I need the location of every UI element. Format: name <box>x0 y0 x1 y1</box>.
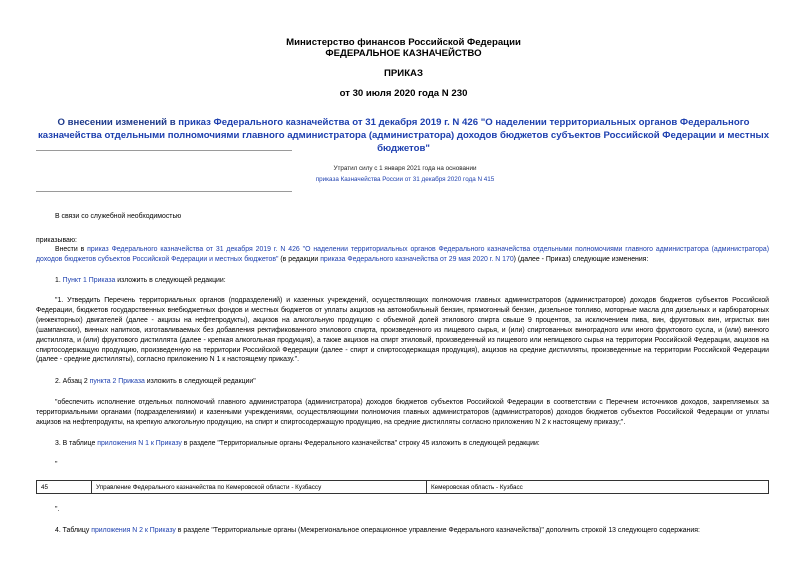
cell-number: 45 <box>37 481 92 494</box>
document-type: ПРИКАЗ <box>384 68 423 79</box>
item3-num: 3. В таблице <box>55 440 98 447</box>
item1-text: изложить в следующей редакции: <box>115 277 226 284</box>
item-1-quote: "1. Утвердить Перечень территориальных органов (подразделений) и казенных учреждений, осуществляющих полномочия главных администраторов (администраторов) доходов бюджетов субъектов Российской Федерации, бюджетов государственных внебюджетных фондов и местных бюджетов от уплаты акцизов на автомобильный бензин, прямогонный бензин, дизельное топливо, моторные масла для дизельных и карбюраторных (инжекторных) двигателей (далее - акцизы на нефтепродукты), акцизов на алкогольную продукцию с объемной долей этилового спирта свыше 9 процентов, за исключением пива, вин, фруктовых вин, игристых вин (шампанских), винных напитков, изготавливаемых без добавления ректификованного этилового спирта, произведенного из пищевого сырья, и (или) спиртованных виноградного или иного фруктового сусла, и (или) винного дистиллята, и (или) фруктового дистиллята (далее - крепкая алкогольная продукция), а также акцизов на спирт этиловый, произведенный из пищевого или непищевого сырья на территории Российской Федерации, акцизов на спиртосодержащую продукцию, произведенную на территории Российской Федерации (далее - спирт и спиртосодержащая продукция), акцизов на средние дистилляты, произведенные на территории Российской Федерации (далее - средние дистилляты), согласно приложению N 1 к настоящему приказу.". <box>36 297 769 364</box>
document-date-number: от 30 июля 2020 года N 230 <box>339 88 468 99</box>
item2-text: изложить в следующей редакции" <box>144 378 256 385</box>
open-quote: " <box>55 461 58 468</box>
order-word: приказываю: <box>36 237 77 244</box>
p1-order-link[interactable]: приказ Федерального казначейства от 31 декабря 2019 г. N 426 "О наделении территориальных органов Федерального казначейства отдельными полномочиями главного администратора (администратора) доходов бюджетов субъектов Российской Федерации и местных бюджетов" <box>36 246 769 263</box>
item-2-heading <box>55 377 256 387</box>
p1-text-b: (в редакции <box>278 255 321 263</box>
close-quote: ". <box>55 506 60 513</box>
subject-prefix: О внесении изменений в <box>57 117 179 128</box>
divider-top <box>36 150 292 151</box>
table-row <box>37 481 769 494</box>
agency-name: ФЕДЕРАЛЬНОЕ КАЗНАЧЕЙСТВО <box>325 48 482 59</box>
item2-link[interactable]: пункта 2 Приказа <box>89 378 145 385</box>
intro-text: В связи со служебной необходимостью <box>55 213 182 220</box>
cell-agency: Управление Федерального казначейства по Кемеровской области - Кузбассу <box>92 481 427 494</box>
paragraph-amend <box>36 245 769 265</box>
item-3-heading <box>55 439 540 449</box>
item4-num: 4. Таблицу <box>55 527 92 534</box>
table-row-45 <box>36 480 769 494</box>
item-1-heading <box>55 276 226 286</box>
subject-order-link[interactable]: приказ Федерального казначейства от 31 декабря 2019 г. N 426 "О наделении территориальных органов Федерального казначейства отдельными полномочиями главного администратора (администратора) доходов бюджетов субъектов Российской Федерации и местных бюджетов" <box>37 117 770 154</box>
item1-num: 1. <box>55 277 63 284</box>
status-note-line1: Утратил силу с 1 января 2021 года на основании <box>333 165 477 172</box>
cell-region: Кемеровская область - Кузбасс <box>427 481 769 494</box>
item3-text: в разделе "Территориальные органы Федерального казначейства" строку 45 изложить в следующей редакции: <box>181 440 540 447</box>
item3-link[interactable]: приложения N 1 к Приказу <box>97 440 182 447</box>
item4-link[interactable]: приложения N 2 к Приказу <box>91 527 176 534</box>
item1-link[interactable]: Пункт 1 Приказа <box>62 277 116 284</box>
item-4-heading <box>55 526 700 536</box>
p1-edition-link[interactable]: приказа Федерального казначейства от 29 мая 2020 г. N 170 <box>320 255 514 263</box>
status-note-link[interactable]: приказа Казначейства России от 31 декабря 2020 года N 415 <box>315 176 495 183</box>
item-2-quote: "обеспечить исполнение отдельных полномочий главного администратора (администратора) доходов бюджетов субъектов Российской Федерации в соответствии с Перечнем источников доходов, закрепляемых за территориальными органами (подразделениями) и казенными учреждениями, осуществляющими полномочия главных администраторов (администраторов) доходов бюджетов субъектов Российской Федерации от уплаты акцизов на нефтепродукты, на крепкую алкогольную продукцию, на спирт и спиртосодержащую продукцию, на средние дистилляты согласно приложению N 2 к настоящему приказу;". <box>36 399 769 426</box>
item2-num: 2. Абзац 2 <box>55 378 90 385</box>
ministry-name: Министерство финансов Российской Федерации <box>286 37 521 48</box>
p1-text-c: ) (далее - Приказ) следующие изменения: <box>513 255 649 263</box>
item4-text: в разделе "Территориальные органы (Межрегиональное операционное управление Федерального казначейства)" дополнить строкой 13 следующего содержания: <box>175 527 700 534</box>
divider-bottom <box>36 191 292 192</box>
p1-text-a: Внести в <box>55 246 88 253</box>
